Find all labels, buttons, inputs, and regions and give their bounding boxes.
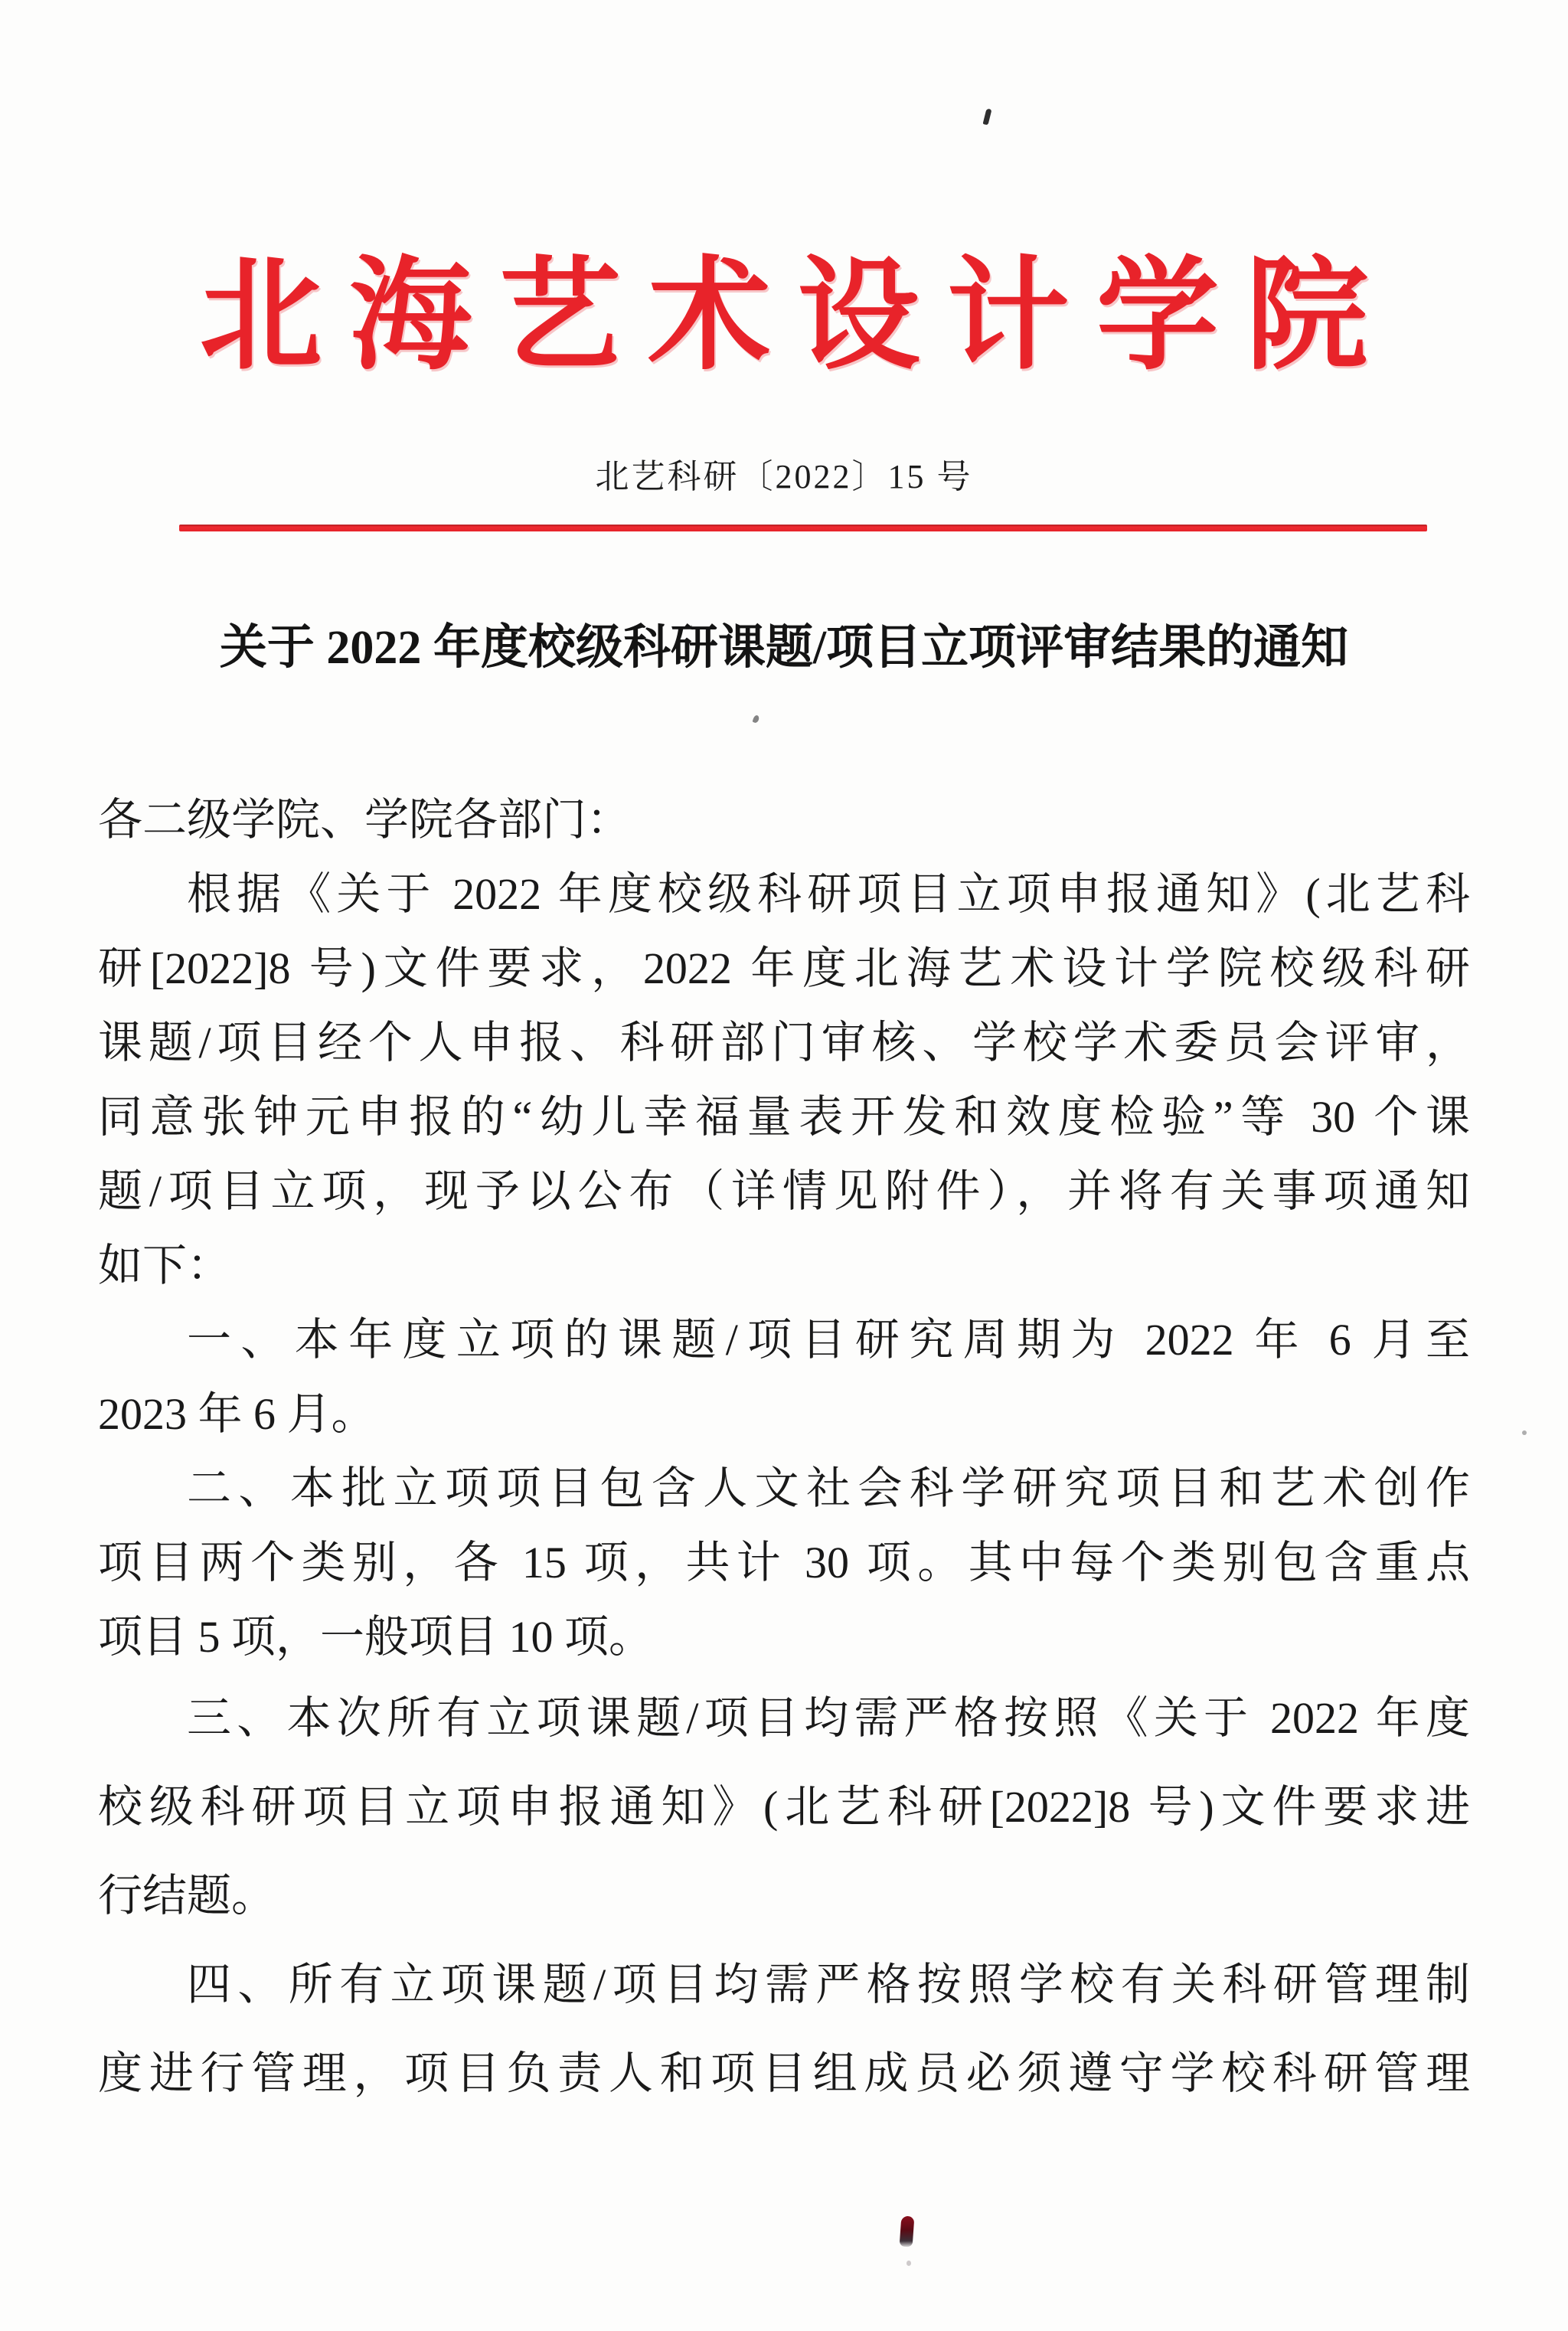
body-line-item-2: 二、本批立项项目包含人文社会科学研究项目和艺术创作 — [187, 1463, 1470, 1513]
body-line: 研[2022]8 号)文件要求，2022 年度北海艺术设计学院校级科研 — [98, 943, 1470, 993]
body-line-item-3: 三、本次所有立项课题/项目均需严格按照《关于 2022 年度 — [187, 1693, 1470, 1743]
red-ink-smudge-bottom — [900, 2215, 915, 2247]
body-line-salutation: 各二级学院、学院各部门： — [98, 795, 632, 845]
body-line: 度进行管理，项目负责人和项目组成员必须遵守学校科研管理 — [98, 2048, 1470, 2098]
notice-title: 关于 2022 年度校级科研课题/项目立项评审结果的通知 — [219, 622, 1349, 674]
red-ink-smudge-tail — [906, 2261, 911, 2266]
body-line: 题/项目立项，现予以公布（详情见附件），并将有关事项通知 — [98, 1166, 1470, 1216]
letterhead-red-rule — [179, 525, 1427, 531]
body-line: 如下： — [98, 1241, 232, 1290]
body-line: 同意张钟元申报的“幼儿幸福量表开发和效度检验”等 30 个课 — [98, 1092, 1470, 1142]
body-line: 项目两个类别，各 15 项，共计 30 项。其中每个类别包含重点 — [98, 1538, 1470, 1587]
ink-speck-below-title — [753, 714, 760, 724]
body-line: 根据《关于 2022 年度校级科研项目立项申报通知》(北艺科 — [187, 869, 1470, 919]
ink-speck-top — [983, 108, 992, 125]
body-line-item-1: 一、本年度立项的课题/项目研究周期为 2022 年 6 月至 — [187, 1315, 1470, 1365]
body-line-item-4: 四、所有立项课题/项目均需严格按照学校有关科研管理制 — [187, 1960, 1470, 2009]
document-number: 北艺科研〔2022〕15 号 — [595, 458, 973, 495]
body-line: 项目 5 项，一般项目 10 项。 — [98, 1612, 654, 1662]
notice-body — [98, 783, 1470, 2118]
body-line: 行结题。 — [98, 1871, 276, 1921]
ink-speck-right-margin — [1522, 1430, 1527, 1435]
body-line: 课题/项目经个人申报、科研部门审核、学校学术委员会评审， — [98, 1018, 1470, 1067]
body-line: 校级科研项目立项申报通知》(北艺科研[2022]8 号)文件要求进 — [98, 1782, 1470, 1832]
body-line: 2023 年 6 月。 — [98, 1389, 376, 1439]
letterhead-school-name: 北海艺术设计学院 — [199, 248, 1396, 384]
